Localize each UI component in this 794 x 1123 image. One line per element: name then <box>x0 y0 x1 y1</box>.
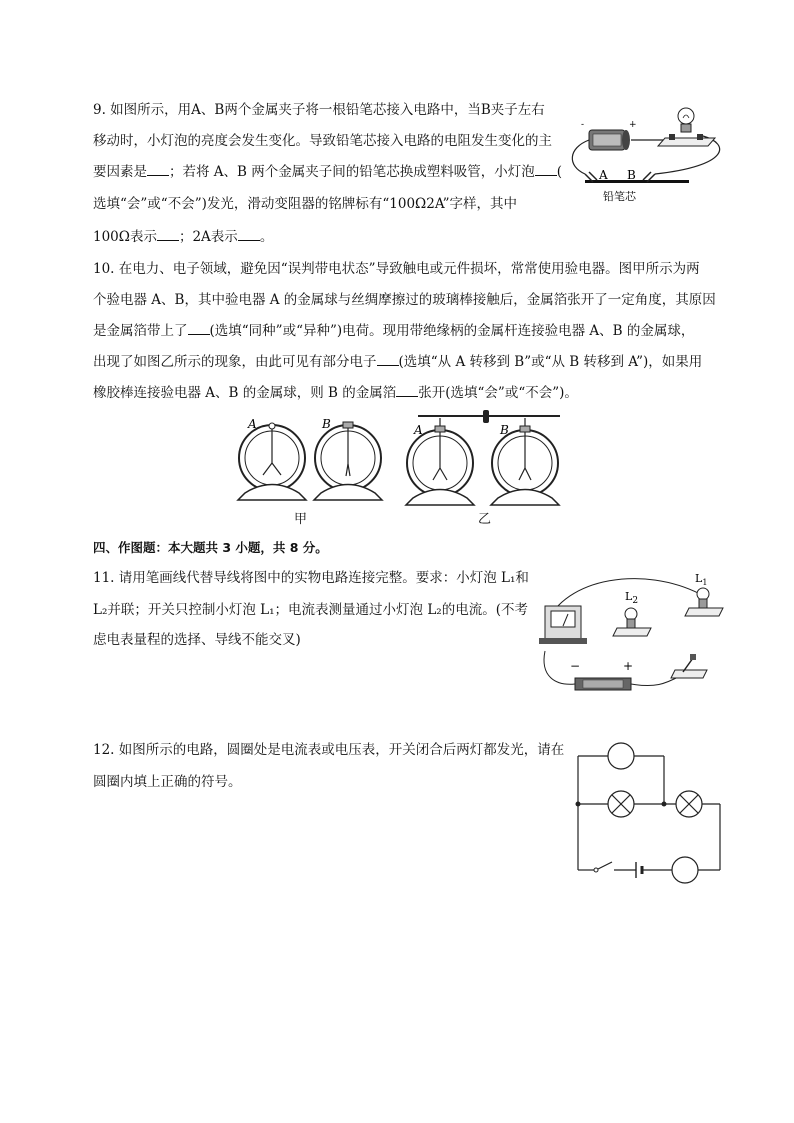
electroscope-label-b: B <box>500 423 509 437</box>
electroscope-label-b: B <box>322 417 331 431</box>
battery-minus-sign: - <box>581 120 585 130</box>
terminal <box>669 134 675 140</box>
caption-yi: 乙 <box>478 512 492 527</box>
section-4-heading: 四、作图题：本大题共 3 小题，共 8 分。 <box>93 540 328 555</box>
bulb-icon <box>678 108 694 124</box>
q11-line-3: 虑电表量程的选择、导线不能交叉) <box>93 632 301 648</box>
q9-line-1: 9. 如图所示，用A、B两个金属夹子将一根铅笔芯接入电路中，当B夹子左右 <box>93 102 545 118</box>
pencil-lead-label: 铅笔芯 <box>603 190 636 203</box>
label-b: B <box>627 168 636 182</box>
answer-blank[interactable] <box>535 161 557 176</box>
q10-line-2: 个验电器 A、B，其中验电器 A 的金属球与丝绸摩擦过的玻璃棒接触后，金属箔张开了一定角度，其原因 <box>93 292 716 308</box>
q10-text: 出现了如图乙所示的现象，由此可见有部分电子 <box>93 354 377 370</box>
answer-blank[interactable] <box>396 382 418 397</box>
label-a: A <box>599 168 608 182</box>
switch-icon <box>594 868 598 872</box>
electroscope-label-a: A <box>248 417 257 431</box>
q10-text: 橡胶棒连接验电器 A、B 的金属球，则 B 的金属箔 <box>93 385 397 401</box>
lamp-l2-icon <box>625 608 637 620</box>
q10-text: (选填“同种”或“异种”)电荷。现用带绝缘柄的金属杆连接验电器 A、B 的金属球， <box>209 323 695 339</box>
answer-blank[interactable] <box>238 226 260 241</box>
physical-circuit-figure <box>535 566 735 701</box>
q12-line-2: 圆圈内填上正确的符号。 <box>93 774 242 790</box>
electroscope-b-left <box>314 417 382 500</box>
lamp-l1-icon <box>697 588 709 600</box>
electroscope-label-a: A <box>414 423 423 437</box>
wire <box>572 140 589 174</box>
q10-text: 张开(选填“会”或“不会”)。 <box>418 385 578 401</box>
q9-text: 。 <box>259 229 274 245</box>
q10-line-1: 10. 在电力、电子领域，避免因“误判带电状态”导致触电或元件损坏，常常使用验电器。图甲所示为两 <box>93 261 700 277</box>
lamp-l2-label: $L_2$ <box>625 590 639 606</box>
battery-cap <box>622 130 630 150</box>
q10-text: (选填“从 A 转移到 B”或“从 B 转移到 A”)，如果用 <box>398 354 703 370</box>
battery-plus-sign: + <box>629 120 637 130</box>
meter-circle-bottom[interactable] <box>672 857 698 883</box>
q9-text: ( <box>556 164 563 180</box>
electroscope-a-left <box>238 417 306 500</box>
junction-dot <box>576 802 581 807</box>
insulated-handle <box>483 410 489 423</box>
junction-dot <box>662 802 667 807</box>
q12-line-1: 12. 如图所示的电路，圆圈处是电流表或电压表，开关闭合后两灯都发光，请在 <box>93 742 565 758</box>
battery-minus-sign: − <box>570 659 581 673</box>
bulb-socket <box>681 124 691 132</box>
electroscope-a-right <box>406 418 474 505</box>
q9-text: ；2A表示 <box>178 229 238 245</box>
q10-text: 是金属箔带上了 <box>93 323 188 339</box>
q9-line-4: 选填“会”或“不会”)发光，滑动变阻器的铭牌标有“100Ω2A”字样，其中 <box>93 196 517 212</box>
terminal <box>697 134 703 140</box>
pencil-lead-circuit-figure <box>563 96 733 208</box>
circuit-diagram-figure <box>570 738 730 888</box>
q9-text: 100Ω表示 <box>93 229 157 245</box>
q9-line-3 <box>93 160 562 185</box>
lamp-l1-board <box>685 608 723 616</box>
q10-line-4 <box>93 350 702 375</box>
q11-line-1: 11. 请用笔画线代替导线将图中的实物电路连接完整。要求：小灯泡 L₁和 <box>93 570 529 586</box>
q9-line-2: 移动时，小灯泡的亮度会发生变化。导致铅笔芯接入电路的电阻发生变化的主 <box>93 133 552 149</box>
q9-line-5 <box>93 225 273 250</box>
lamp-board <box>658 138 715 146</box>
battery-label <box>593 134 621 146</box>
meter-circle-top[interactable] <box>608 743 634 769</box>
switch-icon <box>671 670 707 678</box>
q9-text: 要因素是 <box>93 164 147 180</box>
lamp-l2-board <box>613 628 651 636</box>
answer-blank[interactable] <box>147 161 169 176</box>
answer-blank[interactable] <box>377 351 399 366</box>
answer-blank[interactable] <box>188 320 210 335</box>
q9-text: ；若将 A、B 两个金属夹子间的铅笔芯换成塑料吸管，小灯泡 <box>169 164 535 180</box>
q11-line-2: L₂并联；开关只控制小灯泡 L₁；电流表测量通过小灯泡 L₂的电流。(不考 <box>93 602 528 618</box>
q10-line-5 <box>93 381 578 406</box>
electroscope-b-right <box>491 418 559 505</box>
q10-line-3 <box>93 319 694 344</box>
caption-jia: 甲 <box>294 512 308 527</box>
lamp-l1-label: $L_1$ <box>695 572 708 587</box>
answer-blank[interactable] <box>157 226 179 241</box>
electroscope-figure <box>230 408 570 526</box>
battery-plus-sign: + <box>623 659 634 673</box>
